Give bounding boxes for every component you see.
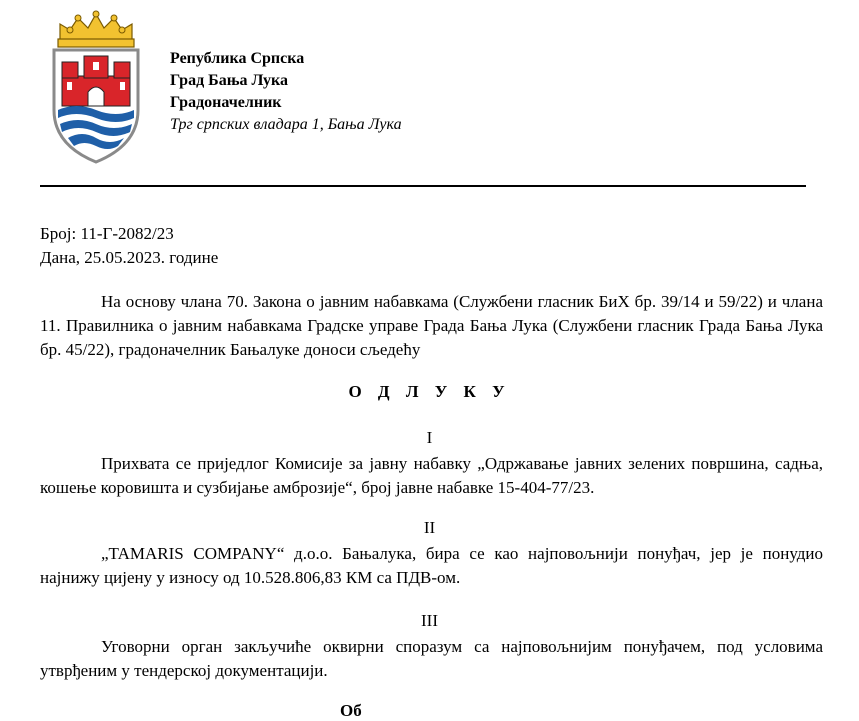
document-number: Број: 11-Г-2082/23 bbox=[40, 224, 174, 243]
section-body bbox=[40, 452, 823, 500]
header-office: Градоначелник bbox=[170, 94, 282, 111]
document-date: Дана, 25.05.2023. године bbox=[40, 248, 219, 267]
section-body bbox=[40, 542, 823, 590]
section-number: III bbox=[421, 611, 438, 630]
header-city: Град Бања Лука bbox=[170, 72, 288, 89]
intro-paragraph: На основу члана 70. Закона о јавним набавкама (Службени гласник БиХ бр. 39/14 и 59/22) и члана 11. Правилника о јавним набавкама Градске управе Града Бања Лука (Службени гласник Града Бања Лука бр. 45/22), градоначелник Бањалуке доноси сљедећу bbox=[40, 292, 823, 359]
section-text: Уговорни орган закључиће оквирни споразум са најповољнијим понуђачем, под условима утврђеним у тендерској документацији. bbox=[40, 637, 823, 680]
decision-title: О Д Л У К У bbox=[348, 382, 511, 401]
castle-icon bbox=[62, 56, 130, 106]
coat-of-arms-logo bbox=[46, 10, 146, 165]
document-meta bbox=[40, 222, 218, 270]
header-address: Трг српских владара 1, Бања Лука bbox=[170, 116, 402, 133]
header-divider bbox=[40, 185, 806, 187]
header-entity: Република Српска bbox=[170, 50, 305, 67]
section-number: I bbox=[426, 428, 433, 447]
section-text: Прихвата се приједлог Комисије за јавну набавку „Одржавање јавних зелених површина, садња, кошење коровишта и сузбијање амброзије“, број јавне набавке 15-404-77/23. bbox=[40, 454, 823, 497]
section-body bbox=[40, 635, 823, 683]
section-text: „TAMARIS COMPANY“ д.о.о. Бањалука, бира се као најповољнији понуђач, јер је понудио најнижу цијену у износу од 10.528.806,83 КМ са ПДВ-ом. bbox=[40, 544, 823, 587]
section-number: II bbox=[423, 518, 436, 537]
next-heading-partial: Об bbox=[340, 701, 362, 720]
issuer-header bbox=[170, 48, 402, 136]
crown-icon bbox=[58, 11, 134, 47]
intro-paragraph-block bbox=[40, 290, 823, 362]
